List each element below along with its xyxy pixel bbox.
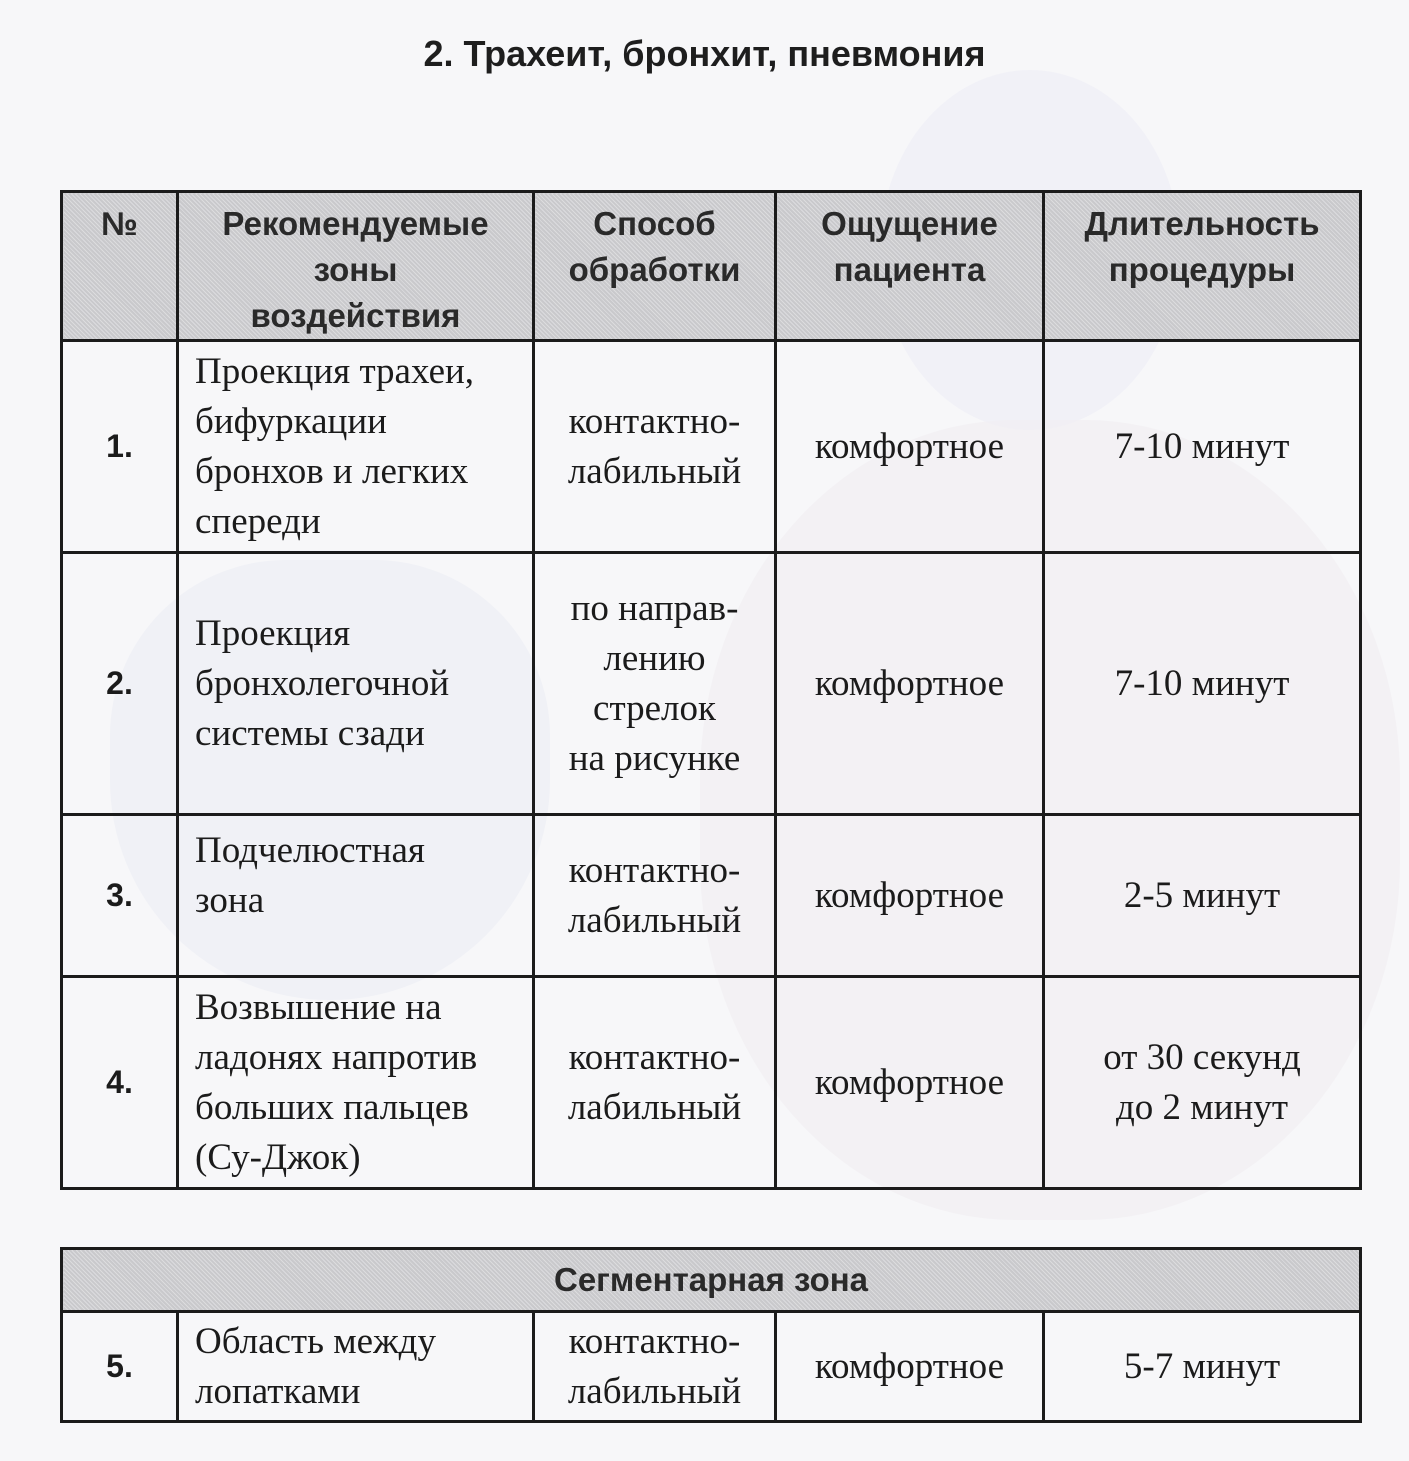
row-number: 5.: [62, 1312, 178, 1422]
header-feeling: [776, 192, 1044, 341]
table-row: [62, 341, 1361, 553]
header-feeling-line: пациента: [833, 251, 986, 288]
row-feeling: комфортное: [776, 553, 1044, 815]
duration-line: 7-10 минут: [1114, 662, 1290, 704]
row-zone: [178, 815, 534, 977]
method-line: лабильный: [567, 1086, 742, 1128]
row-method: [534, 977, 776, 1189]
table-row: [62, 815, 1361, 977]
zone-line: Проекция: [195, 612, 351, 654]
row-method: [534, 815, 776, 977]
zone-line: лопатками: [195, 1370, 361, 1412]
row-duration: [1044, 341, 1361, 553]
header-duration: [1044, 192, 1361, 341]
zone-line: системы сзади: [195, 712, 425, 754]
segment-table: [60, 1247, 1362, 1423]
zone-line: Подчелюстная: [195, 830, 425, 871]
row-number: 1.: [62, 341, 178, 553]
method-line: контактно-: [568, 1036, 741, 1078]
duration-line: 2-5 минут: [1123, 874, 1281, 916]
row-method: [534, 1312, 776, 1422]
method-line: лабильный: [567, 450, 742, 492]
page-title: 2. Трахеит, бронхит, пневмония: [423, 33, 986, 74]
header-num: [62, 192, 178, 341]
row-feeling: комфортное: [776, 977, 1044, 1189]
header-num-text: №: [101, 205, 138, 242]
row-duration: [1044, 977, 1361, 1189]
header-feeling-line: Ощущение: [821, 205, 998, 242]
zone-line: Проекция трахеи,: [195, 350, 475, 392]
segment-header: Сегментарная зона: [62, 1249, 1361, 1312]
row-zone: [178, 1312, 534, 1422]
header-method: [534, 192, 776, 341]
method-line: контактно-: [568, 400, 741, 442]
table-row: [62, 977, 1361, 1189]
method-line: контактно-: [568, 849, 741, 891]
header-duration-line: Длительность: [1084, 205, 1320, 242]
method-line: по направ-: [570, 587, 739, 629]
zone-line: Область между: [195, 1320, 436, 1362]
duration-line: 5-7 минут: [1123, 1345, 1281, 1387]
row-feeling: комфортное: [776, 815, 1044, 977]
zone-line: спереди: [195, 500, 321, 542]
zone-line: бронхов и легких: [195, 450, 469, 492]
row-method: [534, 341, 776, 553]
header-zone-line: воздействия: [250, 297, 461, 334]
row-number: 3.: [62, 815, 178, 977]
row-feeling: комфортное: [776, 1312, 1044, 1422]
method-line: лению: [603, 637, 706, 679]
procedure-table: [60, 190, 1362, 1190]
zone-line: ладонях напротив: [195, 1036, 478, 1078]
row-number: 4.: [62, 977, 178, 1189]
header-zone-line: Рекомендуемые: [222, 205, 489, 242]
header-method-line: обработки: [568, 251, 741, 288]
table-header-row: [62, 192, 1361, 341]
duration-line: 7-10 минут: [1114, 425, 1290, 467]
row-number: 2.: [62, 553, 178, 815]
row-feeling: комфортное: [776, 341, 1044, 553]
header-duration-line: процедуры: [1108, 251, 1296, 288]
method-line: стрелок: [593, 687, 716, 729]
method-line: на рисунке: [568, 737, 741, 779]
method-line: лабильный: [567, 1370, 742, 1412]
method-line: лабильный: [567, 899, 742, 941]
segment-header-row: [62, 1249, 1361, 1312]
duration-line: до 2 минут: [1115, 1086, 1288, 1128]
method-line: контактно-: [568, 1320, 741, 1362]
row-duration: [1044, 1312, 1361, 1422]
zone-line: бифуркации: [195, 400, 387, 442]
zone-line: больших пальцев: [195, 1086, 469, 1128]
zone-line: бронхолегочной: [195, 662, 450, 704]
row-zone: [178, 977, 534, 1189]
row-duration: [1044, 815, 1361, 977]
header-zone: [178, 192, 534, 341]
zone-line: зона: [195, 880, 265, 921]
table-row: [62, 1312, 1361, 1422]
table-row: [62, 553, 1361, 815]
row-zone: [178, 341, 534, 553]
zone-line: (Су-Джок): [195, 1136, 361, 1178]
zone-line: Возвышение на: [195, 986, 442, 1028]
header-zone-line: зоны: [313, 251, 398, 288]
duration-line: от 30 секунд: [1103, 1036, 1301, 1078]
header-method-line: Способ: [593, 205, 716, 242]
row-duration: [1044, 553, 1361, 815]
row-zone: [178, 553, 534, 815]
row-method: [534, 553, 776, 815]
